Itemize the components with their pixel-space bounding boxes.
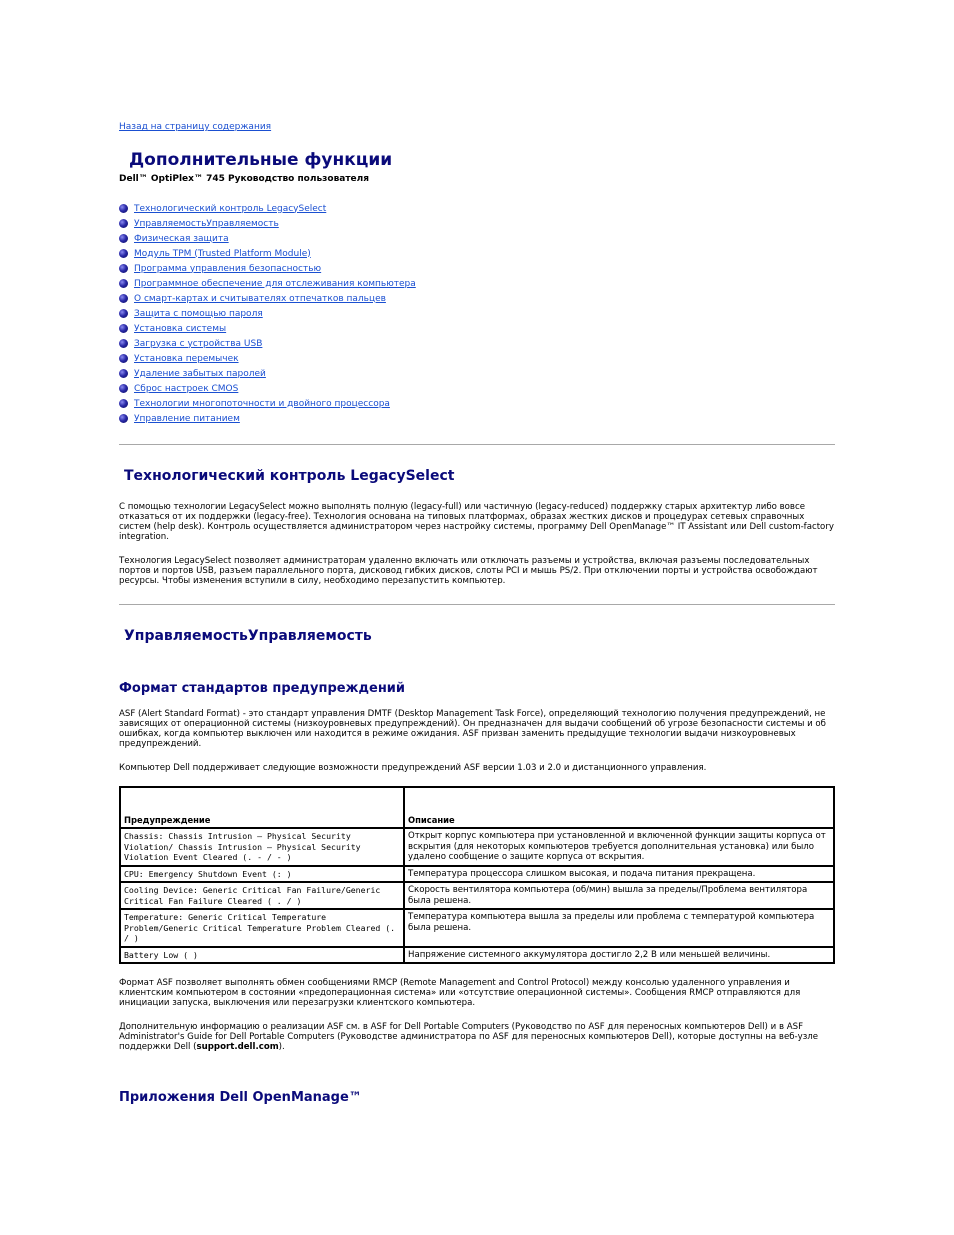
- toc-link-security-manager[interactable]: Программа управления безопасностью: [134, 263, 322, 274]
- table-cell-description: Открыт корпус компьютера при установленной и включенной функции защиты корпуса от вскрытия (для некоторых компьютеров требуется дополнительная установка) или было удалено сообщение о защите корпуса от вскрытия.: [404, 828, 834, 866]
- toc-item: [119, 366, 835, 381]
- bullet-icon: [119, 204, 128, 213]
- toc-link-usb-boot[interactable]: Загрузка с устройства USB: [134, 338, 263, 349]
- toc-link-manageability[interactable]: УправляемостьУправляемость: [134, 218, 279, 229]
- bullet-icon: [119, 399, 128, 408]
- toc-link-tracking-software[interactable]: Программное обеспечение для отслеживания компьютера: [134, 278, 416, 289]
- toc-link-forgotten-passwords[interactable]: Удаление забытых паролей: [134, 368, 266, 379]
- table-header-alert: Предупреждение: [120, 787, 404, 828]
- bullet-icon: [119, 294, 128, 303]
- table-row: [120, 866, 834, 883]
- table-cell-alert: CPU: Emergency Shutdown Event (: ): [120, 866, 404, 883]
- table-header-row: [120, 787, 834, 828]
- asf-info-text-end: ).: [278, 1042, 285, 1052]
- content: [119, 122, 835, 1105]
- toc-item: [119, 396, 835, 411]
- toc-link-jumpers[interactable]: Установка перемычек: [134, 353, 239, 364]
- toc-link-power-management[interactable]: Управление питанием: [134, 413, 240, 424]
- legacyselect-paragraph: С помощью технологии LegacySelect можно выполнять полную (legacy-full) или частичную (legacy-reduced) поддержку старых архитектур либо вовсе отказаться от их поддержки (legacy-free). Технология основана на типовых платформах, образах жестких дисков и процедурах сетевых справочных систем (help desk). Контроль осуществляется администратором через настройку системы, программу Dell OpenManage™ IT Assistant или Dell custom-factory integration.: [119, 502, 834, 542]
- bullet-icon: [119, 414, 128, 423]
- table-cell-alert: Temperature: Generic Critical Temperature Problem/Generic Critical Temperature Problem Cleared (. / ): [120, 909, 404, 947]
- bullet-icon: [119, 369, 128, 378]
- toc-item: [119, 351, 835, 366]
- table-cell-description: Скорость вентилятора компьютера (об/мин) вышла за пределы/Проблема вентилятора была решена.: [404, 882, 834, 909]
- page-subtitle: Dell™ OptiPlex™ 745 Руководство пользователя: [119, 174, 370, 184]
- toc-link-tpm[interactable]: Модуль TPM (Trusted Platform Module): [134, 248, 311, 259]
- bullet-icon: [119, 339, 128, 348]
- toc-item: [119, 336, 835, 351]
- support-site-link: support.dell.com: [196, 1042, 279, 1052]
- bullet-icon: [119, 324, 128, 333]
- rmcp-paragraph: Формат ASF позволяет выполнять обмен сообщениями RMCP (Remote Management and Control Protocol) между консолью удаленного управления и клиентским компьютером в состоянии «предоперационная система» или «отсутствие операционной системы». Сообщения RMCP отправляются для инициации запуска, выключения или перезагрузки клиентского компьютера.: [119, 978, 801, 1008]
- bullet-icon: [119, 264, 128, 273]
- legacyselect-paragraph: Технология LegacySelect позволяет администраторам удаленно включать или отключать разъемы и устройства, включая разъемы последовательных портов и портов USB, разъем параллельного порта, дисковод гибких дисков, слоты PCI и мышь PS/2. При отключении порты и устройства освобождают ресурсы. Чтобы изменения вступили в силу, необходимо перезапустить компьютер.: [119, 556, 818, 586]
- table-header-description: Описание: [404, 787, 834, 828]
- bullet-icon: [119, 219, 128, 228]
- bullet-icon: [119, 234, 128, 243]
- toc-list: [119, 201, 835, 426]
- bullet-icon: [119, 354, 128, 363]
- table-cell-alert: Cooling Device: Generic Critical Fan Failure/Generic Critical Fan Failure Cleared ( . / ): [120, 882, 404, 909]
- asf-paragraph: Компьютер Dell поддерживает следующие возможности предупреждений ASF версии 1.03 и 2.0 и дистанционного управления.: [119, 763, 707, 773]
- toc-link-cmos-reset[interactable]: Сброс настроек CMOS: [134, 383, 239, 394]
- manageability-heading: УправляемостьУправляемость: [124, 628, 372, 644]
- toc-item: [119, 216, 835, 231]
- openmanage-heading: Приложения Dell OpenManage™: [119, 1090, 362, 1105]
- toc-link-smart-cards[interactable]: О смарт-картах и считывателях отпечатков пальцев: [134, 293, 386, 304]
- bullet-icon: [119, 309, 128, 318]
- table-row: [120, 828, 834, 866]
- section-divider: [119, 444, 835, 445]
- table-row: [120, 882, 834, 909]
- table-cell-description: Температура процессора слишком высокая, и подача питания прекращена.: [404, 866, 834, 883]
- asf-paragraph: ASF (Alert Standard Format) - это стандарт управления DMTF (Desktop Management Task Force), определяющий технологию получения предупреждений, не зависящих от операционной системы (низкоуровневых предупреждений). Он предназначен для выдачи сообщений об угрозе безопасности системы и об ошибках, когда компьютер выключен или находится в режиме ожидания. ASF призван заменить предыдущие технологии выдачи низкоуровневых предупреждений.: [119, 709, 826, 749]
- bullet-icon: [119, 249, 128, 258]
- toc-item: [119, 381, 835, 396]
- toc-link-password-protection[interactable]: Защита с помощью пароля: [134, 308, 263, 319]
- toc-item: [119, 261, 835, 276]
- legacyselect-heading: Технологический контроль LegacySelect: [124, 468, 455, 484]
- asf-heading: Формат стандартов предупреждений: [119, 681, 406, 696]
- toc-item: [119, 321, 835, 336]
- bullet-icon: [119, 279, 128, 288]
- toc-link-system-setup[interactable]: Установка системы: [134, 323, 227, 334]
- toc-item: [119, 306, 835, 321]
- asf-info-paragraph: [119, 1022, 835, 1052]
- table-row: [120, 947, 834, 964]
- toc-item: [119, 231, 835, 246]
- table-cell-description: Температура компьютера вышла за пределы или проблема с температурой компьютера была решена.: [404, 909, 834, 947]
- table-row: [120, 909, 834, 947]
- asf-info-text: Дополнительную информацию о реализации ASF см. в ASF for Dell Portable Computers (Руководство по ASF для переносных компьютеров Dell) и в ASF Administrator's Guide for Dell Portable Computers (Руководстве администратора по ASF для переносных компьютеров Dell), которые доступны на веб-узле поддержки Dell (: [119, 1022, 819, 1052]
- section-divider: [119, 604, 835, 605]
- page-title: Дополнительные функции: [129, 150, 393, 170]
- bullet-icon: [119, 384, 128, 393]
- toc-link-physical-security[interactable]: Физическая защита: [134, 233, 229, 244]
- toc-item: [119, 291, 835, 306]
- table-cell-description: Напряжение системного аккумулятора достигло 2,2 В или меньшей величины.: [404, 947, 834, 964]
- table-cell-alert: Battery Low ( ): [120, 947, 404, 964]
- back-to-contents-link[interactable]: Назад на страницу содержания: [119, 122, 272, 132]
- asf-alerts-table: [119, 786, 835, 964]
- toc-link-legacyselect[interactable]: Технологический контроль LegacySelect: [134, 203, 327, 214]
- toc-item: [119, 411, 835, 426]
- toc-link-hyperthreading[interactable]: Технологии многопоточности и двойного процессора: [134, 398, 390, 409]
- toc-item: [119, 246, 835, 261]
- table-cell-alert: Chassis: Chassis Intrusion – Physical Security Violation/ Chassis Intrusion – Physical Security Violation Event Cleared (. - / - ): [120, 828, 404, 866]
- toc-item: [119, 201, 835, 216]
- toc-item: [119, 276, 835, 291]
